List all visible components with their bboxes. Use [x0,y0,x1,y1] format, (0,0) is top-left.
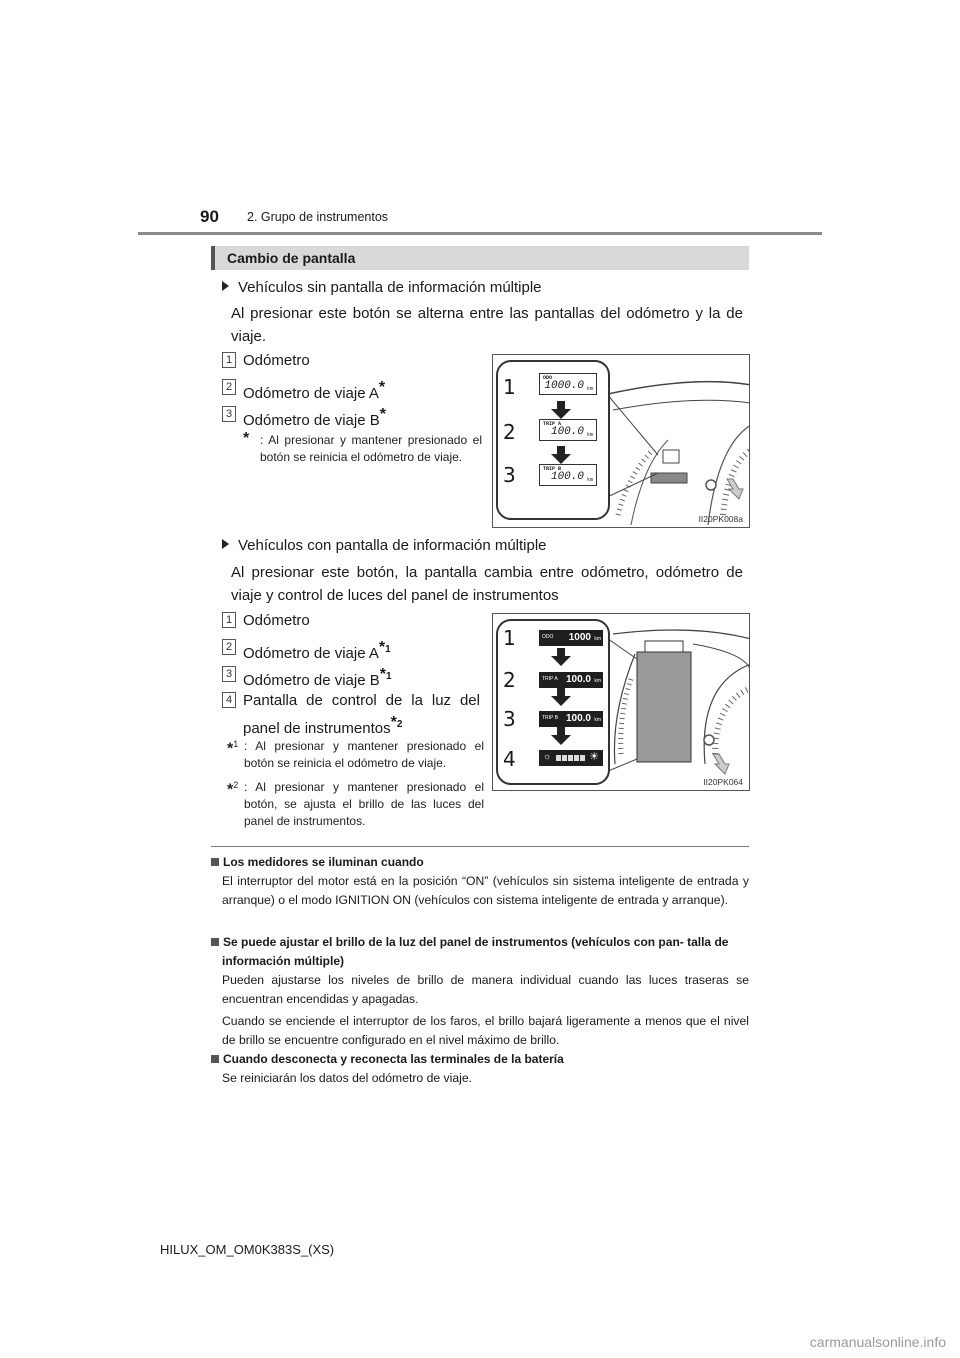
cluster-diagram-1 [493,355,750,528]
footer-code: HILUX_OM_OM0K383S_(XS) [160,1242,335,1257]
illustration-odometer-no-mid [492,354,750,528]
part2-item-4: 4 Pantalla de control de la luz del panel de instrumentos$^{*2}$ [222,692,484,736]
callout-1: 1 [503,375,516,399]
part2-footnote-1: *$^1$ : Al presionar y mantener presionado el botón se reinicia el odómetro de viaje. [227,739,484,770]
screen-4-brightness [539,750,603,766]
info-heading: Los medidores se iluminan cuando [211,853,749,872]
illustration-code: II20PK008a [698,514,743,524]
info-paragraph: Se reiniciarán los datos del odómetro de viaje. [222,1071,472,1085]
part1-heading: Vehículos sin pantalla de información múltiple [222,279,542,296]
info-heading: Se puede ajustar el brillo de la luz del panel de instrumentos (vehículos con pan- talla de información múltiple) [211,933,749,971]
screen-1: ODO 1000.0 km [539,373,597,395]
info-block-1 [211,853,749,913]
square-bullet-icon [211,1055,219,1063]
info-heading: Cuando desconecta y reconecta las terminales de la batería [211,1050,749,1069]
callout-2: 2 [503,420,516,444]
brightness-level-bar [556,755,586,761]
watermark: carmanualsonline.info [809,1334,946,1350]
section-title-bar [211,246,749,270]
sun-dim-icon: ☼ [543,751,552,761]
screen-2: TRIP A 100.0 km [539,672,603,688]
info-paragraph: Cuando se enciende el interruptor de los faros, el brillo bajará ligeramente a menos que el nivel de brillo se encuentre configurado en el nivel máximo de brillo. [222,1014,749,1047]
triangle-bullet-icon [222,539,229,549]
screen-1: ODO 1000 km [539,630,603,646]
callout-3: 3 [503,463,516,487]
cluster-diagram-2 [493,614,750,791]
part2-intro-line1: Al presionar este botón, la pantalla cambia entre odómetro, odómetro de [231,564,743,581]
callout-4: 4 [503,747,516,771]
part2-heading: Vehículos con pantalla de información múltiple [222,537,547,554]
illustration-odometer-with-mid [492,613,750,791]
screen-2: TRIP A 100.0 km [539,419,597,441]
illustration-code: II20PK064 [703,777,743,787]
info-block-2 [211,933,749,1053]
part2-footnote-2: *$^2$ : Al presionar y mantener presionado el botón, se ajusta el brillo de las luces del panel de instrumentos. [227,780,484,828]
screen-3: TRIP B 100.0 km [539,711,603,727]
info-paragraph: Pueden ajustarse los niveles de brillo de manera individual cuando las luces traseras se encuentran encendidas y apagadas. [222,973,749,1006]
part1-intro: Al presionar este botón se alterna entre las pantallas del odómetro y la de viaje. [231,305,743,345]
chapter-title: 2. Grupo de instrumentos [247,210,389,224]
square-bullet-icon [211,938,219,946]
screen-3: TRIP B 100.0 km [539,464,597,486]
section-title: Cambio de pantalla [227,250,356,266]
info-paragraph: El interruptor del motor está en la posición “ON” (vehículos sin sistema inteligente de entrada y arranque) o el modo IGNITION ON (vehículos con sistema inteligente de entrada y arranque). [222,874,749,907]
section-divider [211,846,749,847]
sun-bright-icon: ☀ [589,751,599,763]
header-rule [138,232,822,235]
info-block-3 [211,1050,749,1091]
callout-2: 2 [503,668,516,692]
page-number: 90 [200,207,219,226]
callout-1: 1 [503,626,516,650]
square-bullet-icon [211,858,219,866]
part2-intro-line2: viaje y control de luces del panel de instrumentos [231,587,559,604]
callout-3: 3 [503,707,516,731]
triangle-bullet-icon [222,281,229,291]
